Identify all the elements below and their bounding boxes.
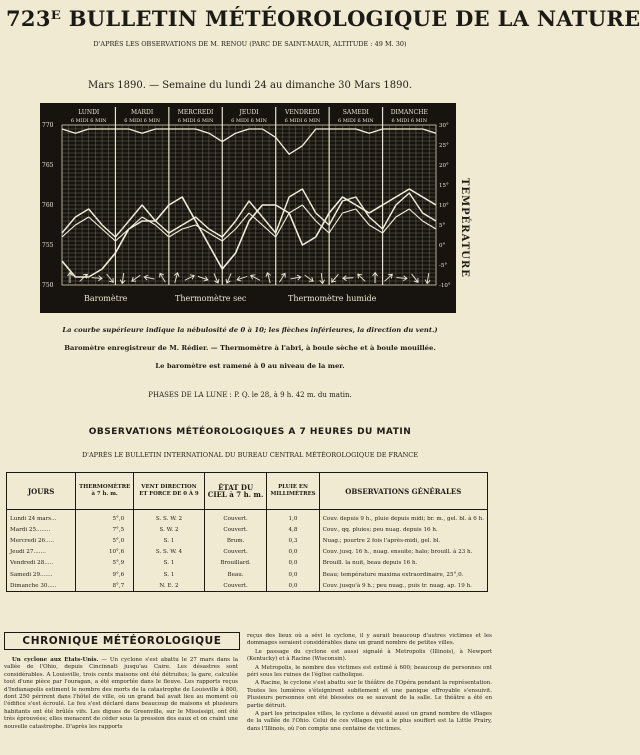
pressure-tick-label: 750 <box>42 282 54 289</box>
cell-day: Lundi 24 mars... <box>7 510 76 525</box>
day-label: LUNDI <box>78 109 100 116</box>
cell-rain: 1,0 <box>267 510 319 525</box>
temperature-axis-label: TEMPÉRATURE <box>459 178 470 278</box>
chronique-paragraph: A part les principales villes, le cyclone a dévasté aussi un grand nombre de villages de la vallée de l'Ohio. Celui de ces villages qui a le plus souffert est la Little Prairy, dans l'Illinois, où l'on compte une centaine de victimes. <box>247 711 492 732</box>
cell-wind: S. W. 2 <box>134 524 205 535</box>
cell-notes: Couv. jusq. 16 h., nuag. ensuite; halo; brouill. à 23 h. <box>319 547 487 558</box>
cell-temp: 7°,5 <box>76 524 134 535</box>
cell-temp: 5°,0 <box>76 535 134 546</box>
cell-rain: 0,0 <box>267 547 319 558</box>
cell-notes: Couv., qq. pluies; peu nuag. depuis 16 h. <box>319 524 487 535</box>
hours-label: 6 MIDI 6 MIN <box>284 118 321 124</box>
day-label: DIMANCHE <box>390 109 428 116</box>
day-label: JEUDI <box>239 109 259 116</box>
week-heading: Mars 1890. — Semaine du lundi 24 au dimanche 30 Mars 1890. <box>87 80 413 91</box>
weather-chart <box>40 103 456 313</box>
col-header-wind: VENT DIRECTION ET FORCE DE 0 À 9 <box>134 473 205 510</box>
day-label: SAMEDI <box>342 109 369 116</box>
hours-label: 6 MIDI 6 MIN <box>231 118 267 124</box>
hours-label: 6 MIDI 6 MIN <box>338 118 374 124</box>
temperature-tick-label: -5° <box>439 263 448 269</box>
temperature-tick-label: 25° <box>439 143 449 149</box>
cell-notes: Couv. jusqu'à 9 h.; peu nuag., puis tr. nuag. ap. 19 h. <box>319 580 487 592</box>
pressure-tick-label: 765 <box>42 162 54 169</box>
cell-temp: 5°,0 <box>76 510 134 525</box>
temperature-tick-label: 20° <box>439 163 449 169</box>
cell-day: Dimanche 30..... <box>7 580 76 592</box>
col-header-observations: OBSERVATIONS GÉNÉRALES <box>319 473 487 510</box>
cell-day: Samedi 29....... <box>7 569 76 580</box>
cell-temp: 8°,7 <box>76 580 134 592</box>
cell-wind: S. S. W. 4 <box>134 547 205 558</box>
chart-caption-sea-level: Le baromètre est ramené à 0 au niveau de la mer. <box>155 362 345 370</box>
chronique-left-column <box>4 657 238 753</box>
col-header-sky: ÉTAT DU CIEL à 7 h. m. <box>204 473 267 510</box>
table-row <box>7 547 488 558</box>
cell-sky: Brum. <box>204 535 267 546</box>
observations-table <box>6 472 488 592</box>
cell-day: Vendredi 28..... <box>7 558 76 569</box>
cell-rain: 0,0 <box>267 558 319 569</box>
cell-temp: 9°,6 <box>76 569 134 580</box>
cell-rain: 0,3 <box>267 535 319 546</box>
pressure-tick-label: 770 <box>42 122 54 129</box>
observations-source: D'APRÈS LE BULLETIN INTERNATIONAL DU BUREAU CENTRAL MÉTÉOROLOGIQUE DE FRANCE <box>81 451 419 459</box>
pressure-tick-label: 760 <box>42 202 54 209</box>
bulletin-title: 723ᴱ BULLETIN MÉTÉOROLOGIQUE DE LA NATURE <box>6 6 640 31</box>
chronique-left-text: — Un cyclone s'est abattu le 27 mars dans la vallée de l'Ohio, depuis Cincinnati jusqu'au Caire. Les désastres sont considérables. A Louisville, trois cents maisons ont été détruites; la gare, calculée tout d'une pièce par l'ouragan, a été emportée dans le fleuve. Les rapports reçus d'Indianapolis estiment le nombre des morts de la catastrophe de Louisville à 800, dont 250 périrent dans l'hôtel de ville, où un grand bal avait lieu au moment où l'édifice s'est écroulé. Le feu s'est déclaré dans beaucoup de maisons et plusieurs habitants ont été brûlés vifs. Les digues de Greenville, sur le Mississipi, ont été très éprouvées; elles menacent de céder sous la pression des eaux et on craint une nouvelle catastrophe. D'après les rapports <box>4 657 238 730</box>
cell-day: Mercredi 26..... <box>7 535 76 546</box>
chronique-paragraph: reçus des lieux où a sévi le cyclone, il y aurait beaucoup d'autres victimes et les dommages seraient considérables dans un grand nombre de petites villes. <box>247 633 492 647</box>
temperature-tick-label: 30° <box>439 123 449 129</box>
legend-barometer: Baromètre <box>84 294 128 303</box>
chronique-right-column <box>247 633 492 753</box>
table-row <box>7 524 488 535</box>
cell-rain: 4,8 <box>267 524 319 535</box>
cell-sky: Beau. <box>204 569 267 580</box>
observations-title: OBSERVATIONS MÉTÉOROLOGIQUES A 7 HEURES DU MATIN <box>88 427 412 437</box>
chart-caption-instruments: Baromètre enregistreur de M. Rédier. — Thermomètre à l'abri, à boule sèche et à boule mouillée. <box>64 344 436 352</box>
temperature-tick-label: 15° <box>439 183 449 189</box>
legend-wet-thermometer: Thermomètre humide <box>288 294 377 303</box>
cell-sky: Couvert. <box>204 580 267 592</box>
legend-dry-thermometer: Thermomètre sec <box>175 294 247 303</box>
day-label: VENDREDI <box>284 109 320 116</box>
cell-notes: Brouill. la nuit, beau depuis 16 h. <box>319 558 487 569</box>
table-row <box>7 580 488 592</box>
cell-notes: Beau; température maxima extraordinaire, 25°,0. <box>319 569 487 580</box>
temperature-tick-label: 0° <box>439 243 446 249</box>
cell-sky: Couvert. <box>204 510 267 525</box>
cell-sky: Couvert. <box>204 547 267 558</box>
weather-chart-svg <box>40 103 456 313</box>
day-label: MARDI <box>131 109 154 116</box>
chronique-paragraph: A Metropolis, le nombre des victimes est estimé à 600; beaucoup de personnes ont péri sous les ruines de l'église catholique. <box>247 664 492 679</box>
cell-rain: 0,0 <box>267 569 319 580</box>
wind-arrow-shaft <box>343 278 353 279</box>
cell-notes: Couv. depuis 9 h., pluie depuis midi; br. m., gel. bl. à 6 h. <box>319 510 487 525</box>
pressure-tick-label: 755 <box>42 242 54 249</box>
cell-wind: N. E. 2 <box>134 580 205 592</box>
cell-wind: S. 1 <box>134 558 205 569</box>
cell-sky: Brouillard. <box>204 558 267 569</box>
hours-label: 6 MIDI 6 MIN <box>124 118 160 124</box>
cell-temp: 10°,6 <box>76 547 134 558</box>
cell-wind: S. S. W. 2 <box>134 510 205 525</box>
hours-label: 6 MIDI 6 MIN <box>391 118 428 124</box>
col-header-thermometer: THERMOMÈTRE à 7 h. m. <box>76 473 134 510</box>
col-header-days: JOURS <box>7 473 76 510</box>
cell-day: Mardi 25........ <box>7 524 76 535</box>
moon-phases: PHASES DE LA LUNE : P. Q. le 28, à 9 h. 42 m. du matin. <box>148 391 352 399</box>
table-row <box>7 535 488 546</box>
chronique-runin: Un cyclone aux Etats-Unis. <box>12 657 99 663</box>
cell-wind: S. 1 <box>134 535 205 546</box>
cell-rain: 0,0 <box>267 580 319 592</box>
cell-sky: Couvert. <box>204 524 267 535</box>
cell-wind: S. 1 <box>134 569 205 580</box>
chronique-paragraph: A Racine, le cyclone s'est abattu sur le théâtre de l'Opéra pendant la représentation. Toutes les lumières s'éteignirent subitement et une panique effroyable s'ensuivit. Plusieurs personnes ont été blessées ou se sauvant de la salle. Le théâtre a été en partie détruit. <box>247 680 492 709</box>
chart-caption-nebulosity: La courbe supérieure indique la nébulosité de 0 à 10; les flèches inférieures, la direction du vent.) <box>62 326 438 334</box>
day-label: MERCREDI <box>177 109 214 116</box>
hours-label: 6 MIDI 6 MIN <box>70 118 107 124</box>
table-row <box>7 510 488 525</box>
col-header-rain: PLUIE EN MILLIMÈTRES <box>267 473 319 510</box>
temperature-tick-label: 5° <box>439 223 446 229</box>
observations-body <box>7 510 488 592</box>
table-row <box>7 569 488 580</box>
bulletin-source: D'APRÈS LES OBSERVATIONS DE M. RENOU (PARC DE SAINT-MAUR, ALTITUDE : 49 M. 30) <box>93 40 407 48</box>
cell-temp: 5°,9 <box>76 558 134 569</box>
cell-notes: Nuag.; pourtre 2 fois l'après-midi, gel. bl. <box>319 535 487 546</box>
temperature-tick-label: 10° <box>439 203 449 209</box>
temperature-tick-label: -10° <box>439 283 451 289</box>
table-row <box>7 558 488 569</box>
chronique-paragraph: Le passage du cyclone est aussi signalé à Metropolis (Illinois), à Newport (Kentucky) et à Racine (Wisconsin). <box>247 648 492 663</box>
hours-label: 6 MIDI 6 MIN <box>177 118 214 124</box>
cell-day: Jeudi 27....... <box>7 547 76 558</box>
chronique-title: CHRONIQUE MÉTÉOROLOGIQUE <box>4 632 240 650</box>
